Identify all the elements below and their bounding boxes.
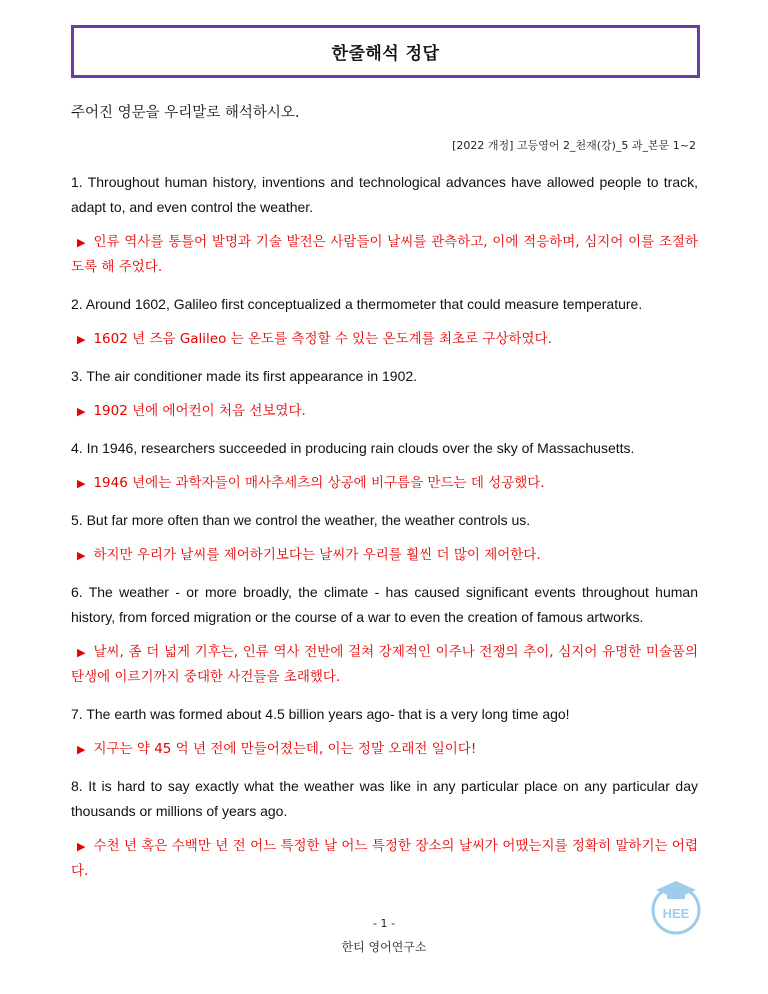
korean-translation-text: 1902 년에 에어컨이 처음 선보였다.	[93, 403, 306, 419]
arrow-icon: ▶	[77, 405, 86, 418]
korean-translation-text: 1602 년 즈음 Galileo 는 온도를 측정할 수 있는 온도계를 최초로 구상하였다.	[93, 331, 552, 347]
korean-translation	[71, 327, 698, 352]
source-label: [2022 개정] 고등영어 2_천재(강)_5 과_본문 1~2	[452, 139, 696, 152]
sentence-item-8	[71, 774, 698, 884]
arrow-icon: ▶	[77, 477, 86, 490]
korean-translation	[71, 640, 698, 690]
arrow-icon: ▶	[77, 549, 86, 562]
footer-organization: 한티 영어연구소	[341, 940, 427, 954]
sentence-item-6	[71, 580, 698, 690]
sentence-item-5	[71, 508, 698, 568]
sentence-item-3	[71, 364, 698, 424]
korean-translation-text: 날씨, 좀 더 넓게 기후는, 인류 역사 전반에 걸쳐 강제적인 이주나 전쟁의 추이, 심지어 유명한 미술품의 탄생에 이르기까지 중대한 사건들을 초래했다.	[71, 644, 698, 685]
english-sentence: 4. In 1946, researchers succeeded in producing rain clouds over the sky of Massachusetts.	[71, 440, 635, 456]
english-sentence: 2. Around 1602, Galileo first conceptualized a thermometer that could measure temperature.	[71, 296, 643, 312]
sentence-item-1	[71, 170, 698, 280]
page-number: - 1 -	[373, 917, 395, 930]
english-sentence: 5. But far more often than we control the weather, the weather controls us.	[71, 512, 531, 528]
logo-text: HEE	[662, 906, 690, 921]
english-sentence: 7. The earth was formed about 4.5 billion years ago- that is a very long time ago!	[71, 706, 570, 722]
sentence-item-2	[71, 292, 698, 352]
sentence-item-7	[71, 702, 698, 762]
english-sentence: 3. The air conditioner made its first appearance in 1902.	[71, 368, 418, 384]
korean-translation-text: 인류 역사를 통틀어 발명과 기술 발전은 사람들이 날씨를 관측하고, 이에 적응하며, 심지어 이를 조절하도록 해 주었다.	[71, 234, 698, 275]
korean-translation-text: 지구는 약 45 억 년 전에 만들어졌는데, 이는 정말 오래전 일이다!	[93, 741, 477, 757]
arrow-icon: ▶	[77, 743, 86, 756]
page-title: 한줄해석 정답	[331, 44, 440, 64]
korean-translation	[71, 834, 698, 884]
instruction-text: 주어진 영문을 우리말로 해석하시오.	[71, 105, 300, 121]
korean-translation-text: 수천 년 혹은 수백만 년 전 어느 특정한 날 어느 특정한 장소의 날씨가 어땠는지를 정확히 말하기는 어렵다.	[71, 838, 698, 879]
korean-translation	[71, 737, 698, 762]
sentence-item-4	[71, 436, 698, 496]
arrow-icon: ▶	[77, 236, 86, 249]
korean-translation	[71, 471, 698, 496]
korean-translation	[71, 230, 698, 280]
title-box	[71, 25, 700, 78]
korean-translation	[71, 543, 698, 568]
korean-translation-text: 하지만 우리가 날씨를 제어하기보다는 날씨가 우리를 훨씬 더 많이 제어한다.	[93, 547, 541, 563]
arrow-icon: ▶	[77, 646, 86, 659]
korean-translation	[71, 399, 698, 424]
english-sentence: 1. Throughout human history, inventions and technological advances have allowed people to track, adapt to, and even control the weather.	[71, 174, 698, 215]
english-sentence: 6. The weather - or more broadly, the climate - has caused significant events throughout human history, from forced migration or the course of a war to even the creation of famous artworks.	[71, 584, 698, 625]
english-sentence: 8. It is hard to say exactly what the weather was like in any particular place on any particular day thousands or millions of years ago.	[71, 778, 698, 819]
korean-translation-text: 1946 년에는 과학자들이 매사추세츠의 상공에 비구름을 만드는 데 성공했다.	[93, 475, 545, 491]
arrow-icon: ▶	[77, 840, 86, 853]
sentence-list	[71, 170, 698, 896]
arrow-icon: ▶	[77, 333, 86, 346]
cap-band	[667, 892, 685, 899]
